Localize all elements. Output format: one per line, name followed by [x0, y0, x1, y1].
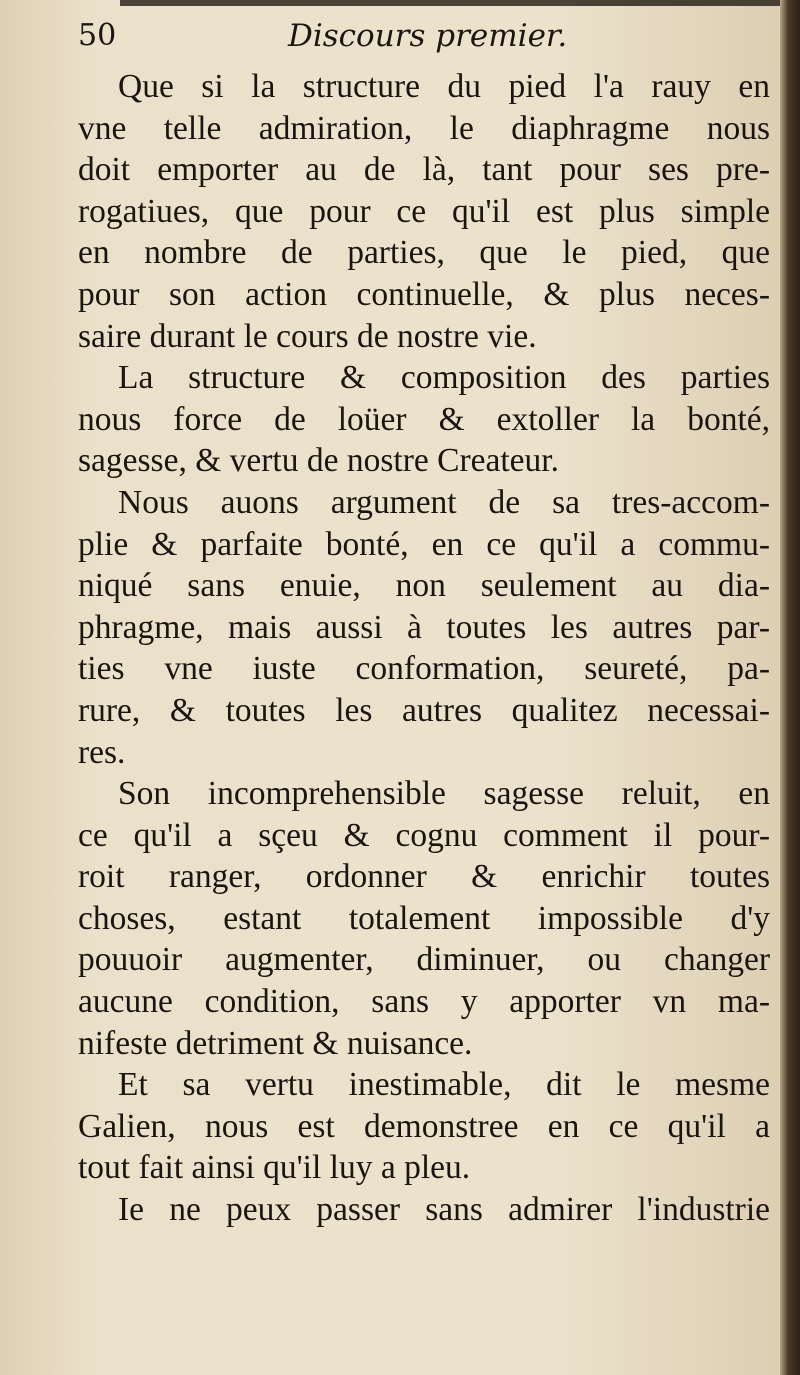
text-line: vne telle admiration, le diaphragme nous: [78, 109, 770, 147]
paragraph: [78, 66, 770, 357]
page-top-edge: [120, 0, 780, 6]
text-line: rogatiues, que pour ce qu'il est plus simple: [78, 192, 770, 230]
text-line: Nous auons argument de sa tres-accom-: [118, 483, 770, 521]
paragraph: [78, 482, 770, 773]
text-line: Son incomprehensible sagesse reluit, en: [118, 775, 770, 813]
book-spine-shadow: [780, 0, 800, 1375]
text-line: niqué sans enuie, non seulement au dia-: [78, 567, 770, 605]
text-line: choses, estant totalement impossible d'y: [78, 899, 770, 937]
text-line: phragme, mais aussi à toutes les autres par-: [78, 608, 770, 646]
text-line: pouuoir augmenter, diminuer, ou changer: [78, 941, 770, 979]
running-head: Discours premier.: [288, 18, 568, 54]
text-line: nous force de loüer & extoller la bonté,: [78, 400, 770, 438]
text-line: aucune condition, sans y apporter vn ma-: [78, 983, 770, 1021]
text-line: Ie ne peux passer sans admirer l'industrie: [118, 1191, 770, 1229]
text-line: ce qu'il a sçeu & cognu comment il pour-: [78, 816, 770, 854]
paragraph: [78, 1189, 770, 1231]
paragraph: [78, 357, 770, 482]
text-line: Galien, nous est demonstree en ce qu'il a: [78, 1107, 770, 1145]
text-line: pour son action continuelle, & plus neces-: [78, 275, 770, 313]
paragraph: [78, 773, 770, 1064]
text-line: rure, & toutes les autres qualitez necessai-: [78, 691, 770, 729]
text-line: plie & parfaite bonté, en ce qu'il a commu-: [78, 525, 770, 563]
page-header: [78, 18, 768, 58]
text-line: doit emporter au de là, tant pour ses pre-: [78, 151, 770, 189]
body-text: [78, 66, 770, 1231]
text-line: saire durant le cours de nostre vie.: [78, 317, 537, 355]
text-line: tout fait ainsi qu'il luy a pleu.: [78, 1149, 471, 1187]
text-line: res.: [78, 733, 126, 771]
paragraph: [78, 1064, 770, 1189]
text-line: Et sa vertu inestimable, dit le mesme: [118, 1066, 770, 1104]
text-line: ties vne iuste conformation, seureté, pa-: [78, 650, 770, 688]
text-line: en nombre de parties, que le pied, que: [78, 234, 770, 272]
text-line: nifeste detriment & nuisance.: [78, 1024, 473, 1062]
text-line: La structure & composition des parties: [118, 359, 770, 397]
page-number: 50: [78, 18, 117, 53]
text-line: roit ranger, ordonner & enrichir toutes: [78, 858, 770, 896]
text-line: sagesse, & vertu de nostre Createur.: [78, 442, 559, 480]
text-line: Que si la structure du pied l'a rauy en: [118, 68, 770, 105]
